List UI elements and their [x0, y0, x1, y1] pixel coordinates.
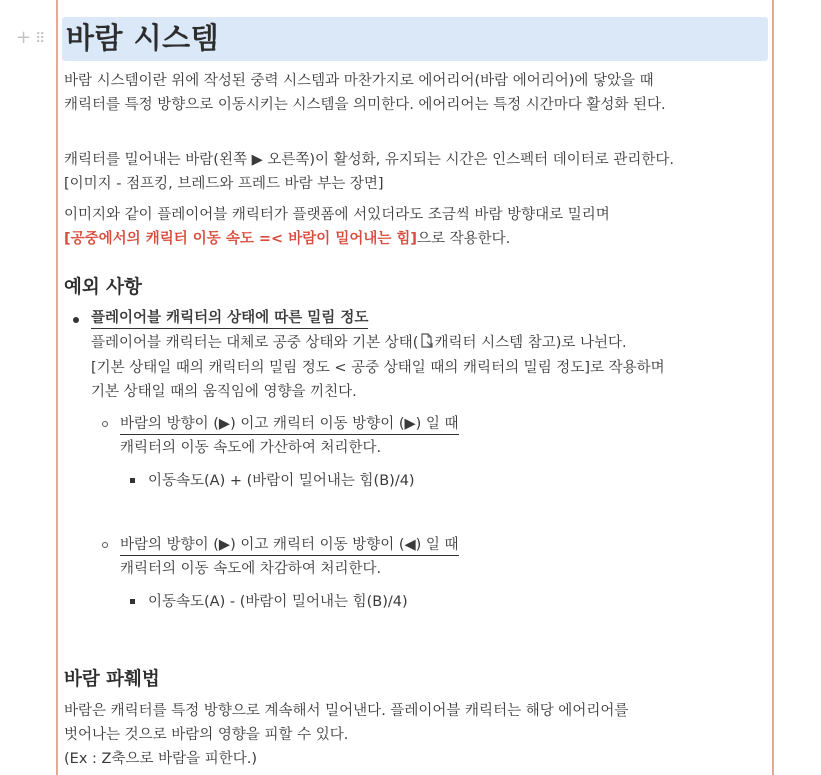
sub1-desc: 캐릭터의 이동 속도에 가산하여 처리한다. — [120, 440, 382, 456]
add-block-icon[interactable]: + — [16, 27, 32, 48]
sub1-formula: 이동속도(A) + (바람이 밀어내는 힘(B)/4) — [148, 473, 415, 489]
sub2-title-text: 바람의 방향이 (▶) 이고 캐릭터 이동 방향이 (◀) 일 때 — [120, 537, 459, 556]
highlight-red-text: [공중에서의 캐릭터 이동 속도 =< 바람이 밀어내는 힘] — [64, 231, 418, 247]
sub2-desc: 캐릭터의 이동 속도에 차감하여 처리한다. — [120, 561, 382, 577]
intro-line-2: 캐릭터를 특정 방향으로 이동시키는 시스템을 의미한다. 에어리어는 특정 시간마다 활성화 된다. — [64, 97, 666, 113]
left-border-line — [56, 0, 58, 775]
counter-line-1: 바람은 캐릭터를 특정 방향으로 계속해서 밀어낸다. 플레이어블 캐릭터는 해당 에어리어를 — [64, 703, 629, 719]
heading-counter: 바람 파훼법 — [64, 669, 160, 690]
sub-sub-bullet-square — [130, 599, 135, 604]
page-link-icon — [420, 333, 432, 348]
exceptions-line-2: [기본 상태일 때의 캐릭터의 밀림 정도 < 공중 상태일 때의 캐릭터의 밀림 정도]로 작용하며 — [91, 360, 665, 376]
block-handle[interactable] — [16, 27, 47, 50]
heading-exceptions: 예외 사항 — [64, 277, 142, 298]
drag-handle-icon[interactable]: ⠿ — [35, 31, 44, 47]
bullet-title-text: 플레이어블 캐릭터의 상태에 따른 밀림 정도 — [91, 310, 368, 329]
counter-line-3: (Ex : Z축으로 바람을 피한다.) — [64, 751, 257, 767]
para3-line-1: 이미지와 같이 플레이어블 캐릭터가 플랫폼에 서있더라도 조금씩 바람 방향대로 밀리며 — [64, 207, 610, 223]
exceptions-line-3: 기본 상태일 때의 움직임에 영향을 끼친다. — [91, 384, 357, 400]
counter-line-2: 벗어나는 것으로 바람의 영향을 피할 수 있다. — [64, 727, 349, 743]
bullet-dot — [73, 317, 79, 323]
para2-line-1: 캐릭터를 밀어내는 바람(왼쪽 ▶ 오른쪽)이 활성화, 유지되는 시간은 인스펙터 데이터로 관리한다. — [64, 152, 675, 168]
page-title: 바람 시스템 — [66, 21, 220, 55]
exceptions-line-1-post: )로 나뉜다. — [555, 335, 627, 351]
intro-line-1: 바람 시스템이란 위에 작성된 중력 시스템과 마찬가지로 에어리어(바람 에어리어)에 닿았을 때 — [64, 73, 654, 89]
sub1-title-text: 바람의 방향이 (▶) 이고 캐릭터 이동 방향이 (▶) 일 때 — [120, 416, 459, 435]
right-border-line — [772, 0, 774, 775]
sub-bullet-circle — [102, 421, 108, 427]
page-link[interactable]: 캐릭터 시스템 참고 — [434, 335, 556, 351]
exceptions-line-1-pre: 플레이어블 캐릭터는 대체로 공중 상태와 기본 상태( — [91, 335, 419, 351]
sub-sub-bullet-square — [130, 478, 135, 483]
sub2-title — [120, 533, 459, 557]
sub-bullet-circle — [102, 542, 108, 548]
para3-line-2 — [64, 227, 510, 251]
bullet-title — [91, 306, 368, 330]
sub1-title — [120, 412, 459, 436]
para2-line-2: [이미지 - 점프킹, 브레드와 프레드 바람 부는 장면] — [64, 176, 384, 192]
title-block — [62, 17, 768, 61]
exceptions-line-1 — [91, 331, 627, 355]
sub2-formula: 이동속도(A) - (바람이 밀어내는 힘(B)/4) — [148, 594, 408, 610]
para3-tail: 으로 작용한다. — [417, 231, 511, 247]
